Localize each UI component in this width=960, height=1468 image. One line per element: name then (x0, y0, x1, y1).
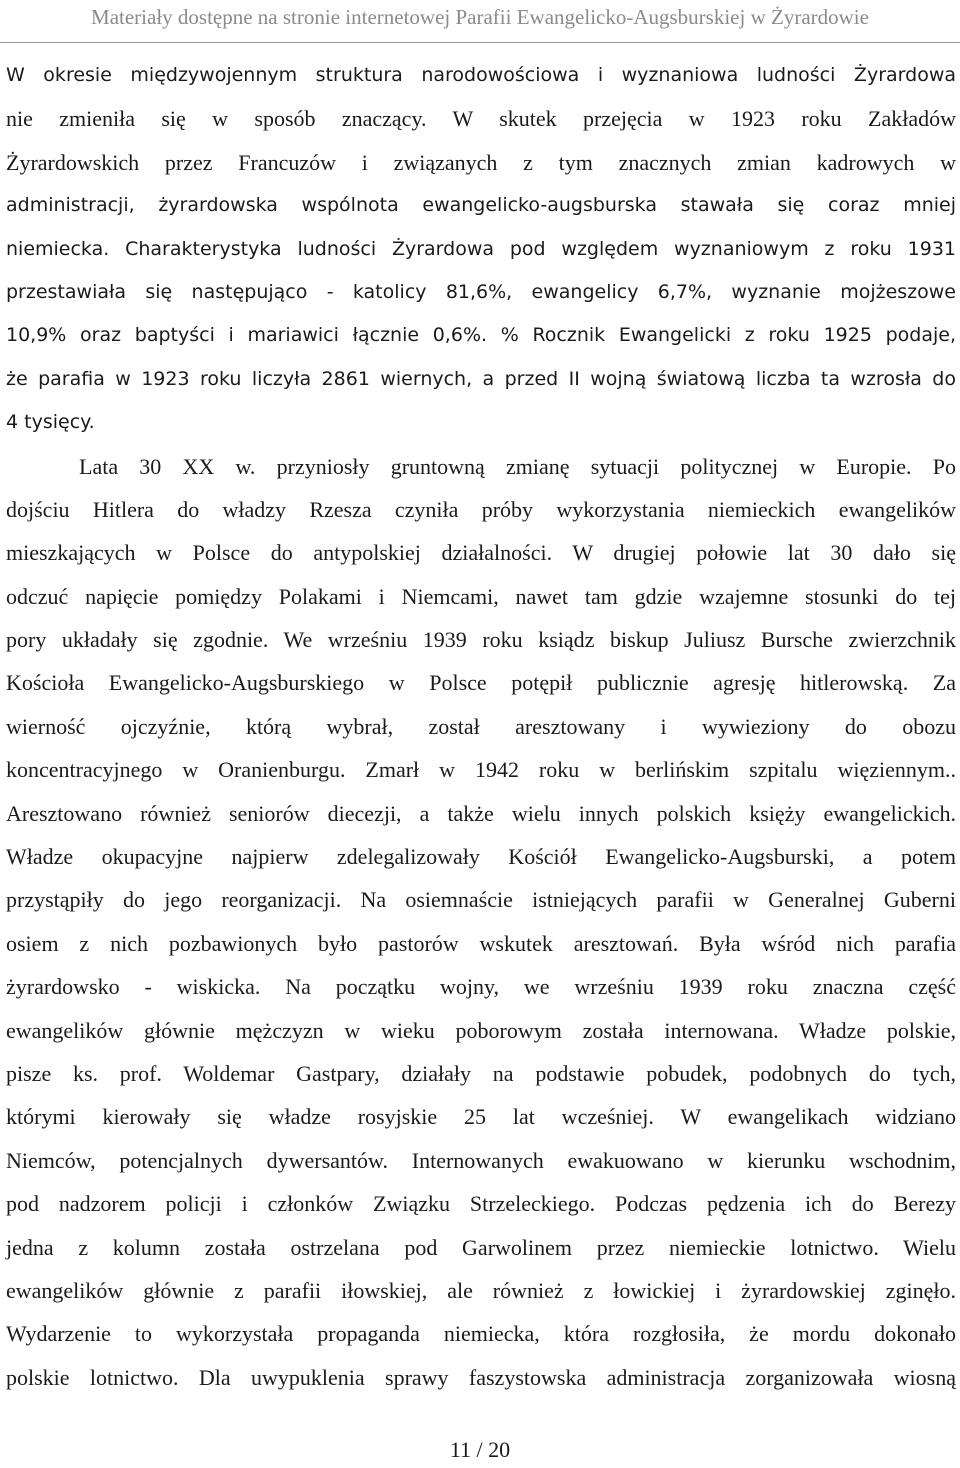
page-number: 11 / 20 (449, 1437, 511, 1462)
text-line: pory układały się zgodnie. We wrześniu 1939 roku ksiądz biskup Juliusz Bursche zwierzchnik (6, 627, 956, 653)
text-line: koncentracyjnego w Oranienburgu. Zmarł w 1942 roku w berlińskim szpitalu więziennym.. (6, 757, 956, 783)
text-line: niemiecka. Charakterystyka ludności Żyrardowa pod względem wyznaniowym z roku 1931 (6, 237, 956, 260)
text-line: Wydarzenie to wykorzystała propaganda niemiecka, która rozgłosiła, że mordu dokonało (6, 1321, 956, 1347)
text-line: administracji, żyrardowska wspólnota ewangelicko-augsburska stawała się coraz mniej (6, 194, 956, 217)
text-line: 10,9% oraz baptyści i mariawici łącznie 0,6%. % Rocznik Ewangelicki z roku 1925 podaje, (6, 324, 956, 347)
page-header (0, 0, 960, 43)
text-line: 4 tysięcy. (6, 411, 95, 434)
text-line: Kościoła Ewangelicko-Augsburskiego w Polsce potępił publicznie agresję hitlerowską. Za (6, 670, 956, 696)
text-line: ewangelików głównie z parafii iłowskiej, ale również z łowickiej i żyrardowskiej zginęło. (6, 1277, 956, 1303)
text-line: Lata 30 XX w. przyniosły gruntowną zmianę sytuacji politycznej w Europie. Po (79, 453, 956, 479)
text-line: wierność ojczyźnie, którą wybrał, został aresztowany i wywieziony do obozu (6, 713, 956, 739)
text-line: W okresie międzywojennym struktura narodowościowa i wyznaniowa ludności Żyrardowa (6, 64, 956, 86)
text-line: odczuć napięcie pomiędzy Polakami i Niemcami, nawet tam gdzie wzajemne stosunki do tej (6, 583, 956, 609)
text-line: Żyrardowskich przez Francuzów i związanych z tym znacznych zmian kadrowych w (6, 149, 956, 175)
page-footer (0, 1437, 960, 1463)
body-text (6, 54, 956, 1399)
text-line: pisze ks. prof. Woldemar Gastpary, działały na podstawie pobudek, podobnych do tych, (6, 1060, 956, 1086)
text-line: nie zmieniła się w sposób znaczący. W skutek przejęcia w 1923 roku Zakładów (6, 106, 956, 132)
text-line: żyrardowsko - wiskicka. Na początku wojny, we wrześniu 1939 roku znaczna część (6, 974, 956, 1000)
text-line: ewangelików głównie mężczyzn w wieku poborowym została internowana. Władze polskie, (6, 1017, 956, 1043)
text-line: przestawiała się następująco - katolicy 81,6%, ewangelicy 6,7%, wyznanie mojżeszowe (6, 280, 956, 303)
text-line: mieszkających w Polsce do antypolskiej działalności. W drugiej połowie lat 30 dało się (6, 540, 956, 566)
text-line: Władze okupacyjne najpierw zdelegalizowały Kościół Ewangelicko-Augsburski, a potem (6, 844, 956, 870)
text-line: jedna z kolumn została ostrzelana pod Garwolinem przez niemieckie lotnictwo. Wielu (6, 1234, 956, 1260)
text-line: przystąpiły do jego reorganizacji. Na osiemnaście istniejących parafii w Generalnej Guberni (6, 887, 956, 913)
text-line: polskie lotnictwo. Dla uwypuklenia sprawy faszystowska administracja zorganizowała wiosną (6, 1364, 956, 1390)
text-line: osiem z nich pozbawionych było pastorów wskutek aresztowań. Była wśród nich parafia (6, 930, 956, 956)
text-line: którymi kierowały się władze rosyjskie 25 lat wcześniej. W ewangelikach widziano (6, 1104, 956, 1130)
text-line: dojściu Hitlera do władzy Rzesza czyniła próby wykorzystania niemieckich ewangelików (6, 496, 956, 522)
text-line: że parafia w 1923 roku liczyła 2861 wiernych, a przed II wojną światową liczba ta wzrosła do (6, 367, 956, 390)
text-line: Aresztowano również seniorów diecezji, a także wielu innych polskich księży ewangelickich. (6, 800, 956, 826)
text-line: Niemców, potencjalnych dywersantów. Internowanych ewakuowano w kierunku wschodnim, (6, 1147, 956, 1173)
header-text: Materiały dostępne na stronie internetowej Parafii Ewangelicko-Augsburskiej w Żyrardowie (91, 5, 869, 29)
text-line: pod nadzorem policji i członków Związku Strzeleckiego. Podczas pędzenia ich do Berezy (6, 1191, 956, 1217)
